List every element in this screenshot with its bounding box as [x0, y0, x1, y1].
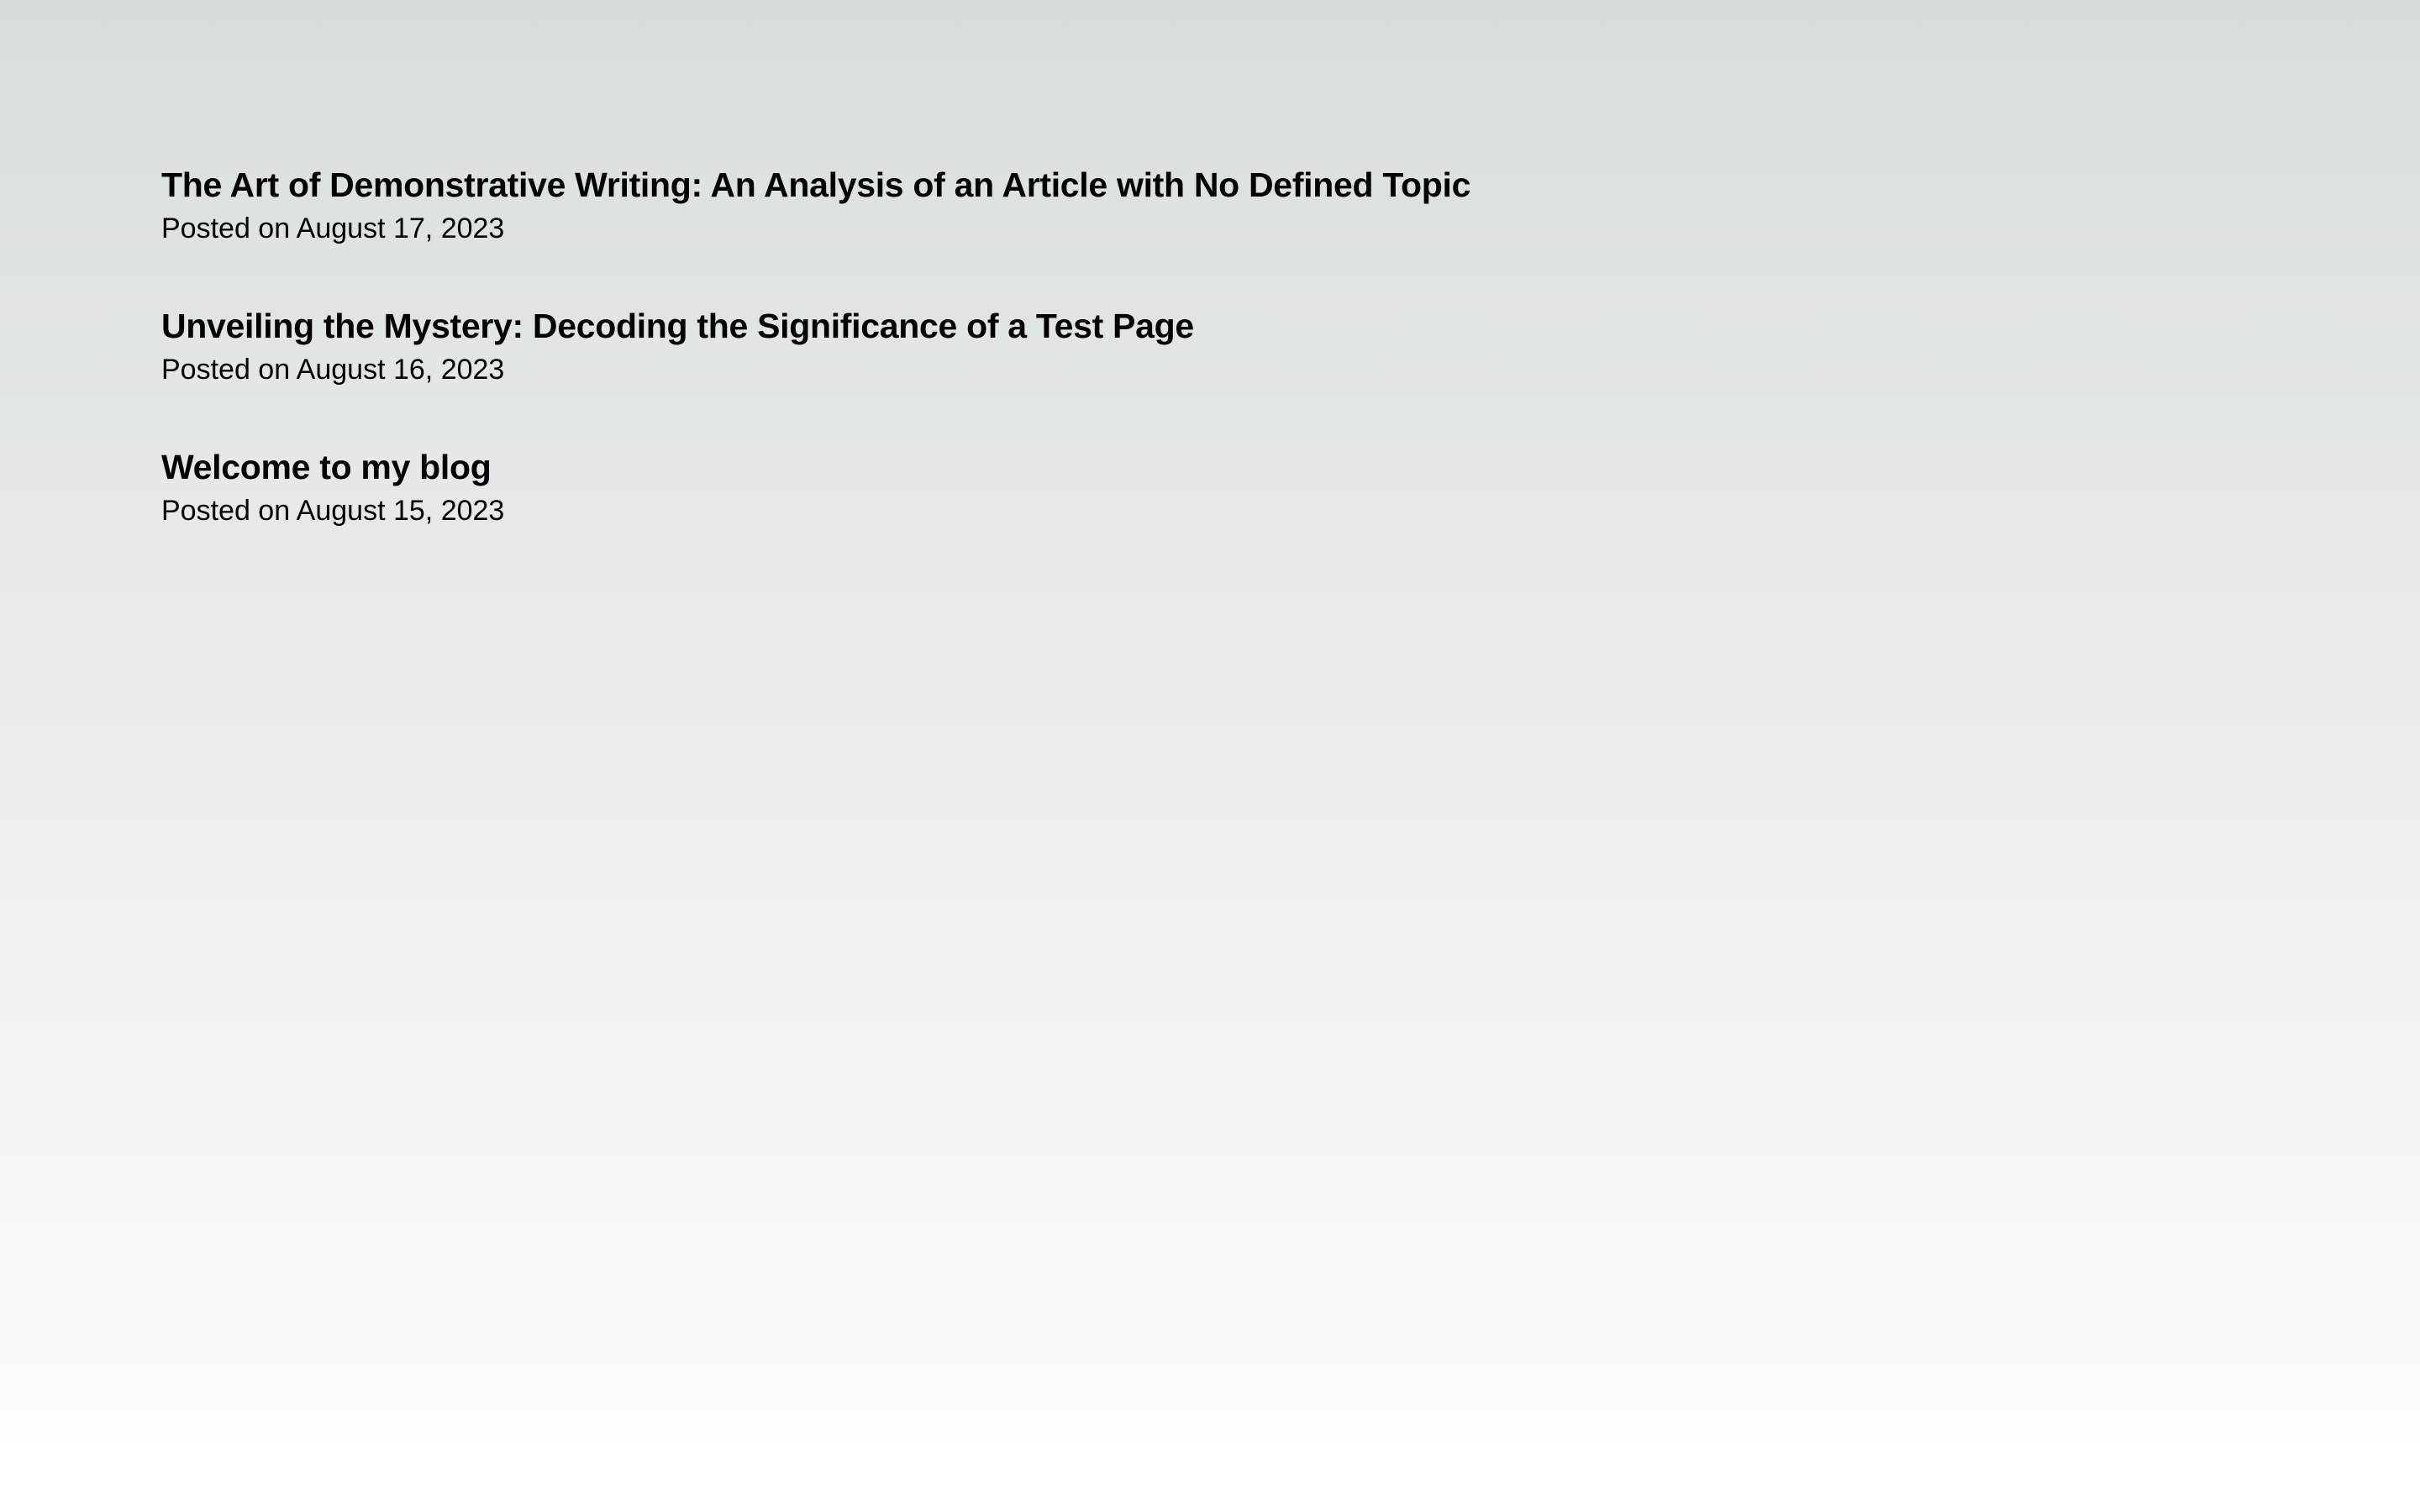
post-item — [161, 442, 2178, 583]
post-date: Posted on August 16, 2023 — [161, 354, 505, 386]
post-title-link[interactable]: The Art of Demonstrative Writing: An Analysis of an Article with No Defined Topic — [161, 165, 1471, 204]
post-date: Posted on August 15, 2023 — [161, 495, 505, 527]
post-title-link[interactable]: Welcome to my blog — [161, 448, 492, 486]
post-date: Posted on August 17, 2023 — [161, 213, 505, 244]
post-title-link[interactable]: Unveiling the Mystery: Decoding the Significance of a Test Page — [161, 307, 1194, 345]
post-item — [161, 160, 2178, 301]
post-list — [161, 160, 2178, 583]
post-item — [161, 301, 2178, 442]
